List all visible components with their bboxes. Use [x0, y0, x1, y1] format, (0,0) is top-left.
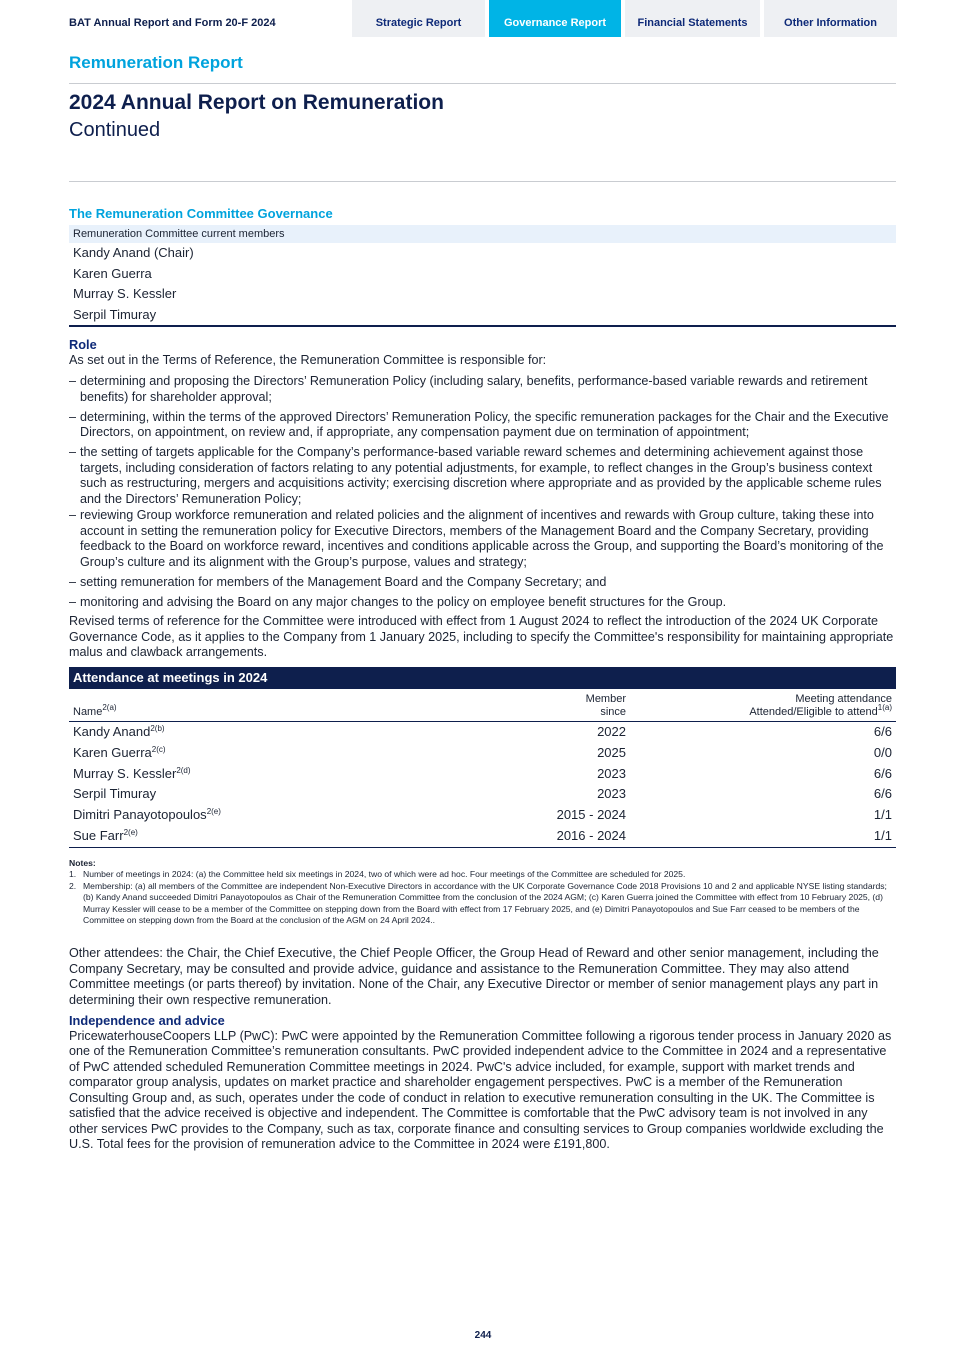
tab-governance-report[interactable]: Governance Report [489, 0, 621, 37]
independence-heading: Independence and advice [69, 1013, 225, 1028]
attendance-header [69, 689, 896, 722]
independence-section [69, 1013, 899, 1153]
table-row: Murray S. Kessler$^{2(d)}$ 2023 6/6 [73, 765, 892, 781]
member-row: Kandy Anand (Chair) [73, 245, 194, 260]
governance-heading: The Remuneration Committee Governance [69, 206, 333, 221]
tab-other-information[interactable]: Other Information [764, 0, 897, 37]
tab-financial-statements[interactable]: Financial Statements [625, 0, 760, 37]
section-title: Remuneration Report [69, 53, 243, 72]
members-table-header: Remuneration Committee current members [69, 225, 896, 243]
note-item: 2. Membership: (a) all members of the Committee are independent Non-Executive Directors in accordance with the UK Corporate Governance Code 2018 Provisions 10 and 2 and applicable NYSE listing standards; (b) Kandy Anand succeeded Dimitri Panayotopoulos as Chair of the Remuneration Committee from the conclusion of the 2024 AGM; (c) Karen Guerra joined the Committee with effect from 10 February 2025, (d) Murray Kessler will cease to be a member of the Committee on stepping down from the Board with effect from 17 February 2025, and (e) Dimitri Panayotopoulos and Sue Farr ceased to be members of the Committee on stepping down from the Board at the conclusion of the AGM on 24 April 2024.. [69, 880, 887, 926]
list-item: – determining and proposing the Directors’ Remuneration Policy (including salary, benefits, performance-based variable rewards and retirement benefits) for shareholder approval; [69, 374, 899, 405]
col-member-since: Member since [585, 693, 626, 718]
page-title: 2024 Annual Report on Remuneration [69, 91, 444, 114]
note-item: 1. Number of meetings in 2024: (a) the Committee held six meetings in 2024, two of which were ad hoc. Four meetings of the Committee are scheduled for 2025. [69, 869, 686, 880]
attendance-table [69, 667, 896, 848]
table-row: Dimitri Panayotopoulos$^{2(e)}$ 2015 - 2024 1/1 [73, 807, 892, 823]
attendance-body [69, 722, 896, 848]
role-section [69, 337, 899, 368]
attendance-title: Attendance at meetings in 2024 [69, 667, 896, 689]
list-item: – reviewing Group workforce remuneration and related policies and the alignment of incentives and rewards with Group culture, taking these into account in setting the remuneration policy for Executive Directors, members of the Management Board and the Company Secretary, providing feedback to the Board on workforce reward, incentives and conditions applicable across the Group, and supporting the Board’s monitoring of the Group’s culture and its alignment with the Group’s purpose, values and strategy; [69, 508, 899, 570]
col-name: Name$^{2(a)}$ [73, 703, 117, 718]
table-row: Karen Guerra$^{2(c)}$ 2025 0/0 [73, 744, 892, 760]
list-item: – setting remuneration for members of the Management Board and the Company Secretary; and [69, 575, 899, 591]
other-attendees: Other attendees: the Chair, the Chief Executive, the Chief People Officer, the Group Head of Reward and other senior management, including the Company Secretary, may be consulted and provide advice, guidance and assistance to the Remuneration Committee. They may also attend Committee meetings (or parts thereof) by invitation. None of the Chair, any Executive Director or member of senior management plays any part in determining their own respective remuneration. [69, 946, 879, 1007]
role-heading: Role [69, 337, 97, 352]
top-nav [352, 0, 897, 37]
list-item: – monitoring and advising the Board on any major changes to the policy on employee benefit structures for the Group. [69, 595, 899, 611]
page-subtitle: Continued [69, 119, 161, 141]
member-row: Karen Guerra [73, 265, 152, 281]
page-number: 244 [474, 1330, 492, 1341]
member-row: Serpil Timuray [73, 306, 157, 322]
member-row: Murray S. Kessler [73, 286, 177, 301]
notes-title: Notes: [69, 858, 96, 868]
members-table [69, 225, 896, 327]
divider [69, 181, 896, 182]
col-attendance: Meeting attendance Attended/Eligible to attend$^{1(a)}$ [749, 693, 892, 718]
independence-text: PricewaterhouseCoopers LLP (PwC): PwC were appointed by the Remuneration Committee following a rigorous tender process in January 2020 as one of the Remuneration Committee’s remuneration consultants. PwC provided independent advice to the Committee in 2024 and a representative of PwC attended scheduled Remuneration Committee meetings in 2024. PwC's advice included, for example, support with market trends and comparator group analysis, updates on market practice and shareholder engagement perspectives. PwC is a member of the Remuneration Consulting Group and, as such, operates under the code of conduct in relation to executive remuneration consulting in the UK. The Committee is satisfied that the advice received is objective and independent. The Committee is comfortable that the PwC advisory team is not involved in any other services PwC provides to the Company, such as tax, corporate finance and consulting services to Group companies worldwide excluding the U.S. Total fees for the provision of remuneration advice to the Committee in 2024 were £191,800. [69, 1028, 892, 1151]
notes [69, 858, 896, 926]
report-title: BAT Annual Report and Form 20-F 2024 [69, 17, 276, 29]
role-bullets [69, 374, 899, 615]
list-item: – determining, within the terms of the approved Directors’ Remuneration Policy, the specific remuneration packages for the Chair and the Executive Directors, on appointment, on review and, if appropriate, any compensation payment due on termination of appointment; [69, 410, 899, 441]
divider [69, 83, 896, 84]
role-intro: As set out in the Terms of Reference, the Remuneration Committee is responsible for: [69, 352, 547, 367]
tab-strategic-report[interactable]: Strategic Report [352, 0, 485, 37]
table-row: Serpil Timuray 2023 6/6 [73, 786, 892, 802]
table-row: Kandy Anand$^{2(b)}$ 2022 6/6 [73, 724, 892, 739]
list-item: – the setting of targets applicable for the Company’s performance-based variable reward schemes and determining achievement against those targets, including consideration of factors relating to any potential adjustments, for example, to reflect changes in the Group’s business context such as restructuring, mergers and acquisitions activity; exercising discretion where appropriate and as provided by the applicable scheme rules and the Directors’ Remuneration Policy; [69, 445, 899, 507]
revised-terms: Revised terms of reference for the Committee were introduced with effect from 1 August 2024 to reflect the introduction of the 2024 UK Corporate Governance Code, as it applies to the Company from 1 January 2025, including to specify the Committee's responsibility for maintaining appropriate malus and clawback arrangements. [69, 614, 894, 659]
table-row: Sue Farr$^{2(e)}$ 2016 - 2024 1/1 [73, 827, 892, 843]
